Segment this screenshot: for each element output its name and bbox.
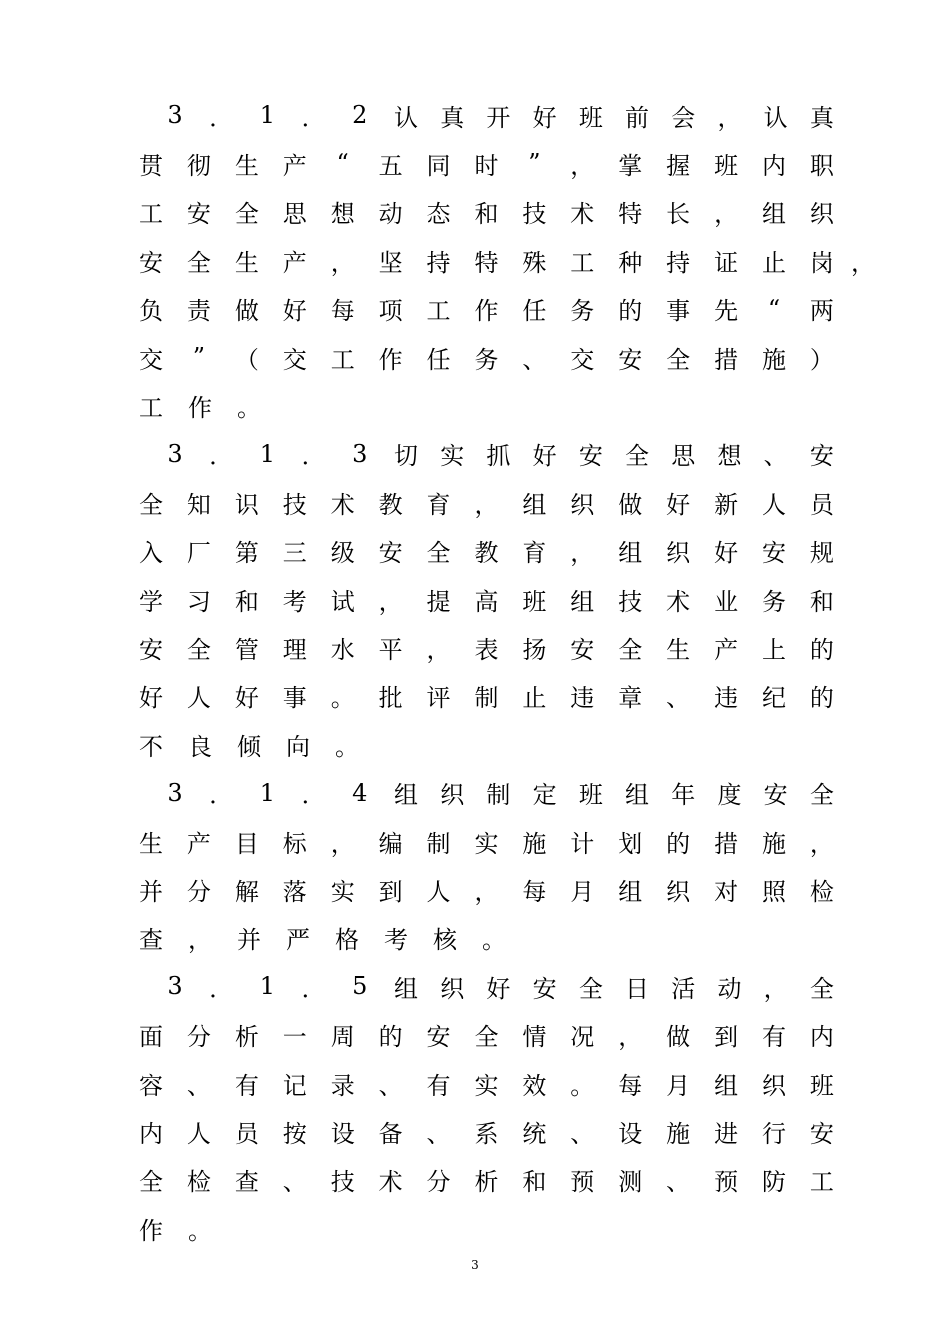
text-line: 3 ． 1 ． 4 组 织 制 定 班 组 年 度 安 全 [167, 778, 834, 810]
text-line: 贯 彻 生 产 “ 五 同 时 ” ， 掌 握 班 内 职 [139, 149, 834, 180]
text-line: 内 人 员 按 设 备 、 系 统 、 设 施 进 行 安 [139, 1119, 834, 1148]
text-line: 生 产 目 标 ， 编 制 实 施 计 划 的 措 施 ， [139, 829, 834, 858]
text-line: 交 ” （ 交 工 作 任 务 、 交 安 全 措 施 ） [139, 343, 834, 374]
text-line: 好 人 好 事 。 批 评 制 止 违 章 、 违 纪 的 [139, 684, 834, 713]
text-line: 3 ． 1 ． 2 认 真 开 好 班 前 会 ， 认 真 [167, 101, 834, 132]
page-number: 3 [471, 1258, 479, 1272]
text-line: 不 良 倾 向 。 [139, 732, 359, 761]
text-line: 工 作 。 [139, 393, 261, 422]
text-line: 全 检 查 、 技 术 分 析 和 预 测 、 预 防 工 [139, 1168, 834, 1197]
text-line: 3 ． 1 ． 5 组 织 好 安 全 日 活 动 ， 全 [167, 972, 834, 1003]
text-line: 作 。 [139, 1216, 212, 1245]
hanging-punctuation: ， [851, 248, 875, 277]
text-line: 入 厂 第 三 级 安 全 教 育 ， 组 织 好 安 规 [139, 539, 834, 568]
text-line: 3 ． 1 ． 3 切 实 抓 好 安 全 思 想 、 安 [167, 439, 834, 471]
text-line: 安 全 生 产 ， 坚 持 特 殊 工 种 持 证 止 岗 ， [138, 240, 835, 280]
text-line: 安 全 管 理 水 平 ， 表 扬 安 全 生 产 上 的 [139, 635, 834, 664]
text-line: 查 ， 并 严 格 考 核 。 [139, 926, 506, 955]
text-line: 全 知 识 技 术 教 育 ， 组 织 做 好 新 人 员 [139, 490, 834, 519]
text-line: 并 分 解 落 实 到 人 ， 每 月 组 织 对 照 检 [139, 877, 834, 906]
text-line: 面 分 析 一 周 的 安 全 情 况 ， 做 到 有 内 [139, 1023, 834, 1052]
text-line: 容 、 有 记 录 、 有 实 效 。 每 月 组 织 班 [139, 1071, 834, 1100]
text-line: 学 习 和 考 试 ， 提 高 班 组 技 术 业 务 和 [139, 587, 834, 616]
text-line: 工 安 全 思 想 动 态 和 技 术 特 长 ， 组 织 [139, 200, 834, 229]
text-line: 负 责 做 好 每 项 工 作 任 务 的 事 先 “ 两 [139, 294, 834, 326]
